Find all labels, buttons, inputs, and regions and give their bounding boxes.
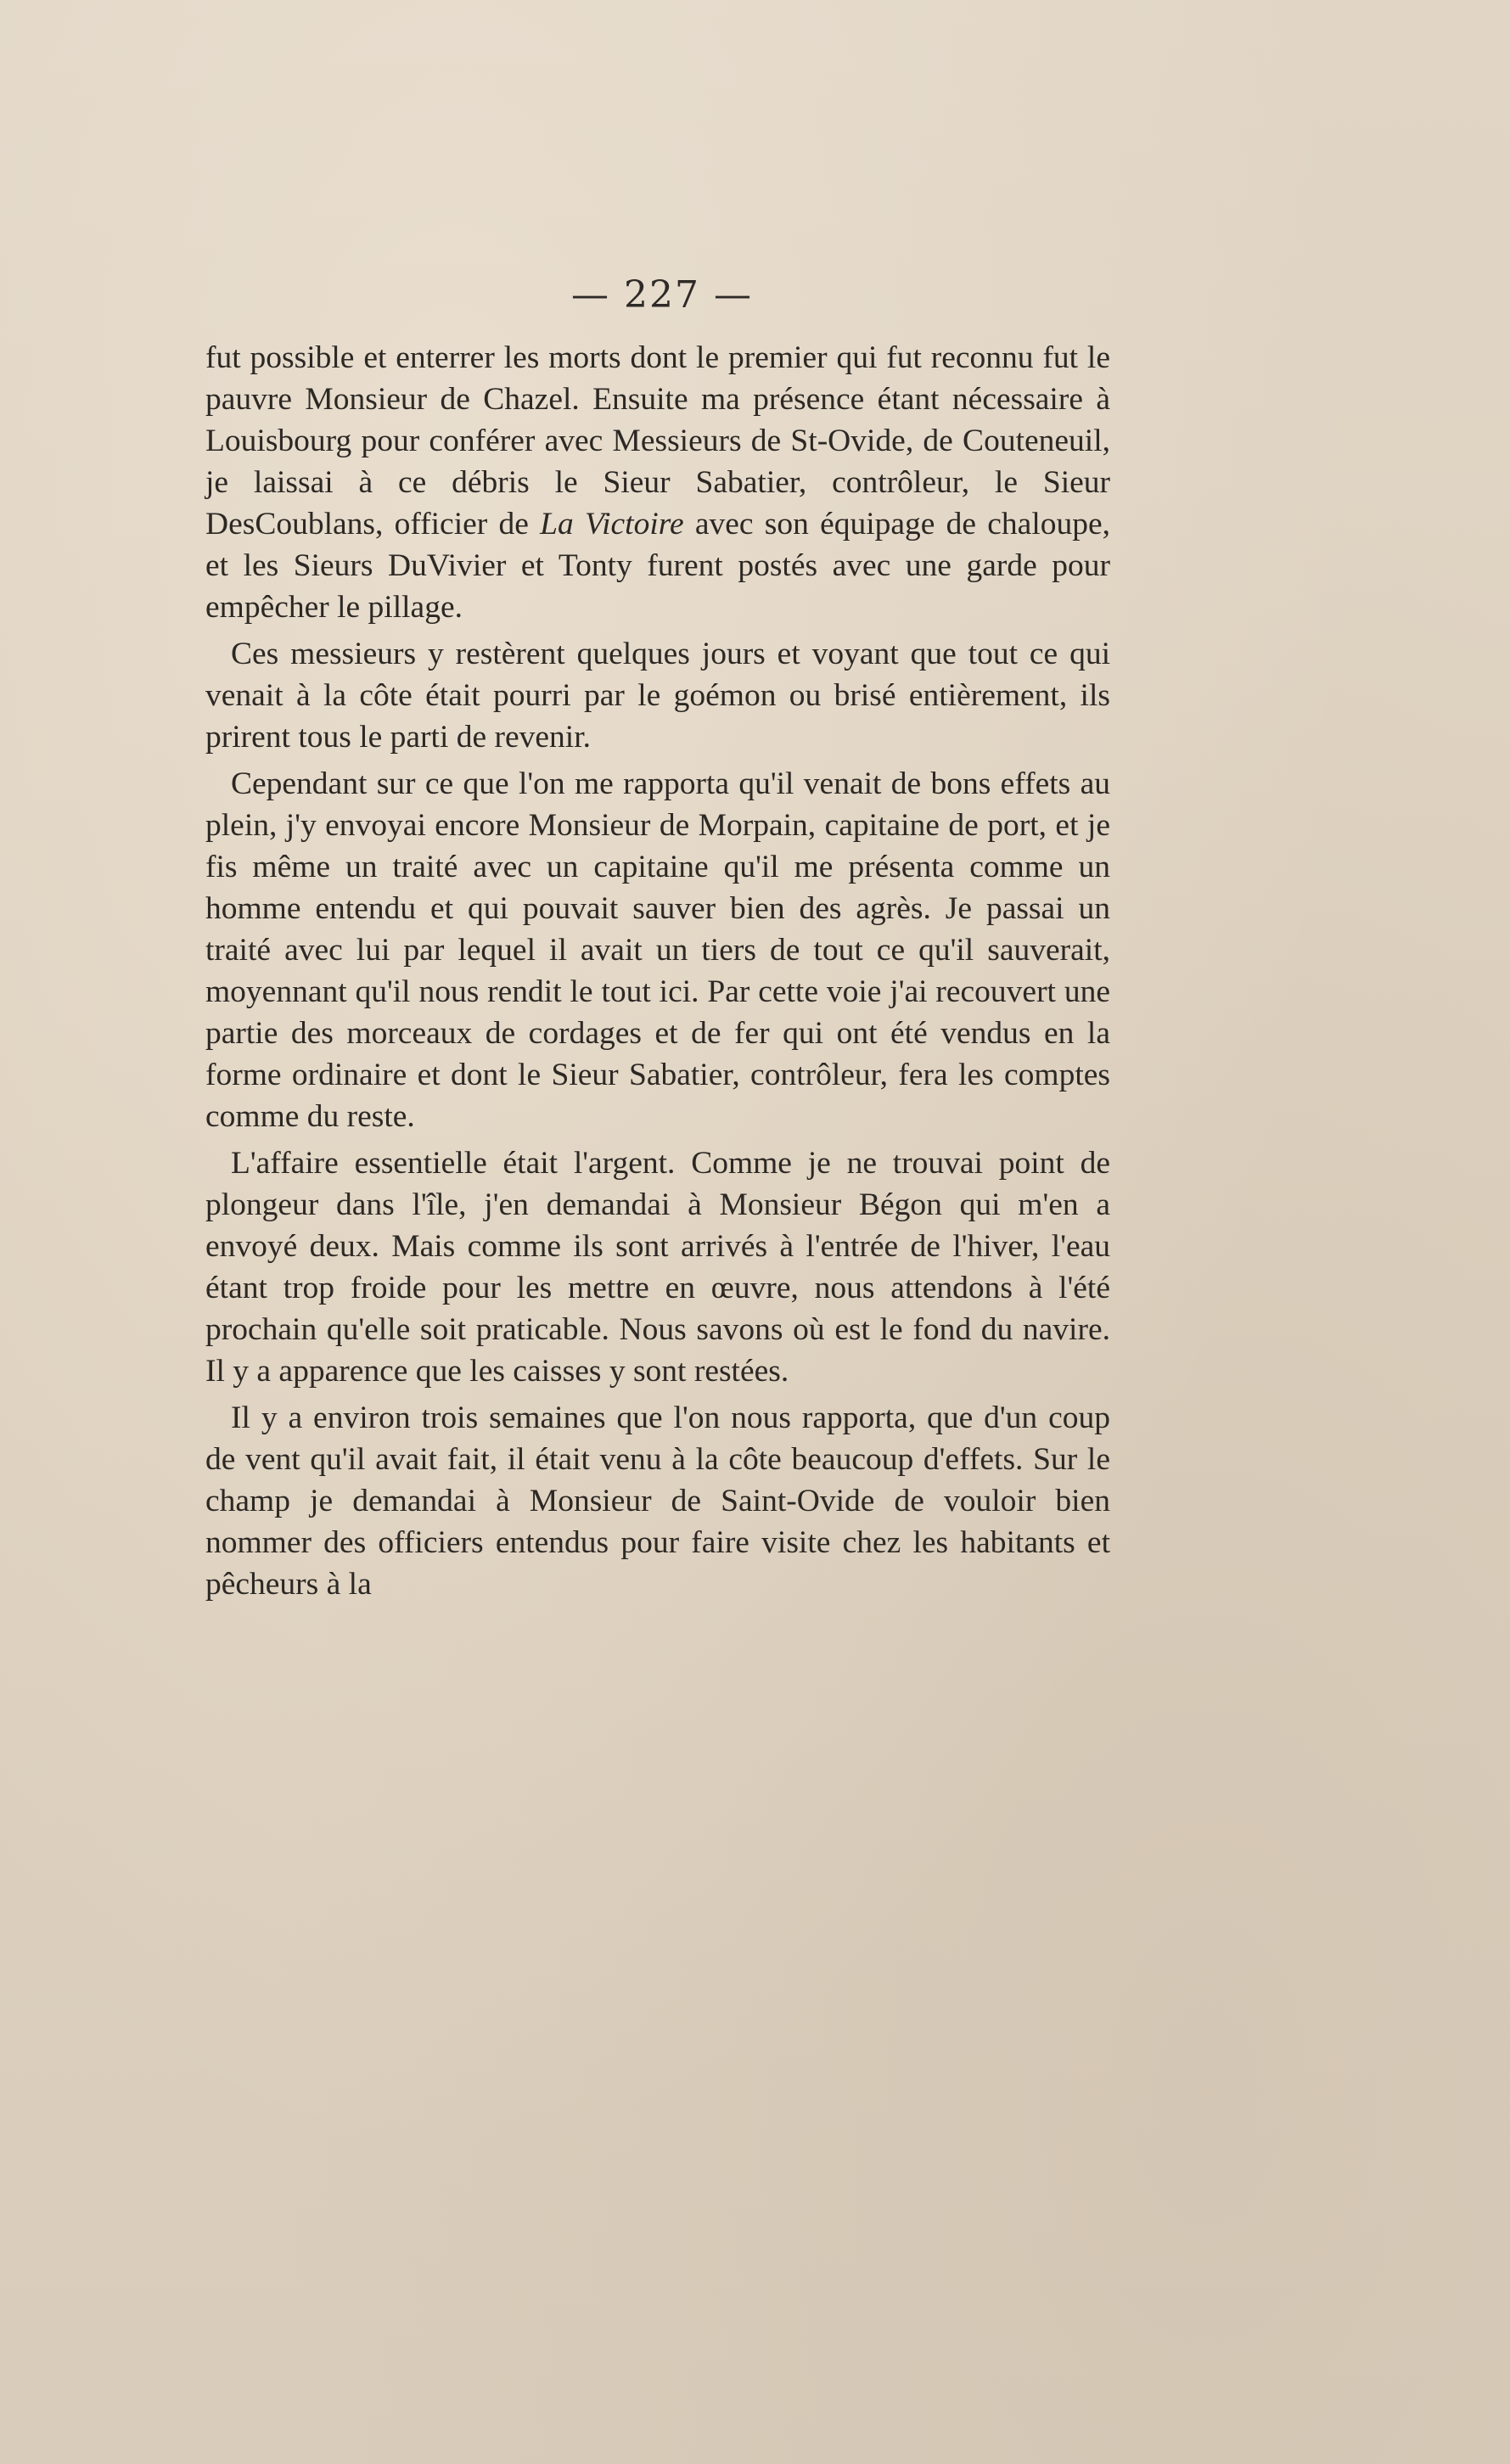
paragraph-3: Cependant sur ce que l'on me rapporta qu'il venait de bons effets au plein, j'y envoyai encore Monsieur de Morpain, capitaine de port, et je fis même un traité avec un capitaine qu'il me présenta comme un homme entendu et qui pouvait sauver bien des agrès. Je passai un traité avec lui par lequel il avait un tiers de tout ce qu'il sauverait, moyennant qu'il nous rendit le tout ici. Par cette voie j'ai recouvert une partie des morceaux de cordages et de fer qui ont été vendus en la forme ordinaire et dont le Sieur Sabatier, contrôleur, fera les comptes comme du reste. <box>205 766 1110 1134</box>
paragraph-2: Ces messieurs y restèrent quelques jours et voyant que tout ce qui venait à la côte était pourri par le goémon ou brisé entièrement, ils prirent tous le parti de revenir. <box>205 637 1110 755</box>
paragraph-5: Il y a environ trois semaines que l'on nous rapporta, que d'un coup de vent qu'il avait fait, il était venu à la côte beaucoup d'effets. Sur le champ je demandai à Monsieur de Saint-Ovide de vouloir bien nommer des officiers entendus pour faire visite chez les habitants et pêcheurs à la <box>205 1400 1110 1602</box>
paragraph-1-text-after: avec son équipage de chaloupe, et les Sieurs DuVivier et Tonty furent postés avec une garde pour empêcher le pillage. <box>205 507 1111 625</box>
paragraph-1-text: fut possible et enterrer les morts dont le premier qui fut reconnu fut le pauvre Monsieur de Chazel. Ensuite ma présence étant nécessaire à Louisbourg pour conférer avec Messieurs de St-Ovide, de Couteneuil, je laissai à ce débris le Sieur Sabatier, contrôleur, le Sieur DesCoublans, officier de <box>205 340 1110 542</box>
body-text <box>205 337 1110 1605</box>
paragraph-1 <box>205 337 1110 628</box>
paragraph-4: L'affaire essentielle était l'argent. Comme je ne trouvai point de plongeur dans l'île, j'en demandai à Monsieur Bégon qui m'en a envoyé deux. Mais comme ils sont arrivés à l'entrée de l'hiver, l'eau étant trop froide pour les mettre en œuvre, nous attendons à l'été prochain qu'elle soit praticable. Nous savons où est le fond du navire. Il y a apparence que les caisses y sont restées. <box>205 1146 1110 1389</box>
page-number: — 227 — <box>571 273 753 317</box>
ship-name: La Victoire <box>540 507 684 542</box>
